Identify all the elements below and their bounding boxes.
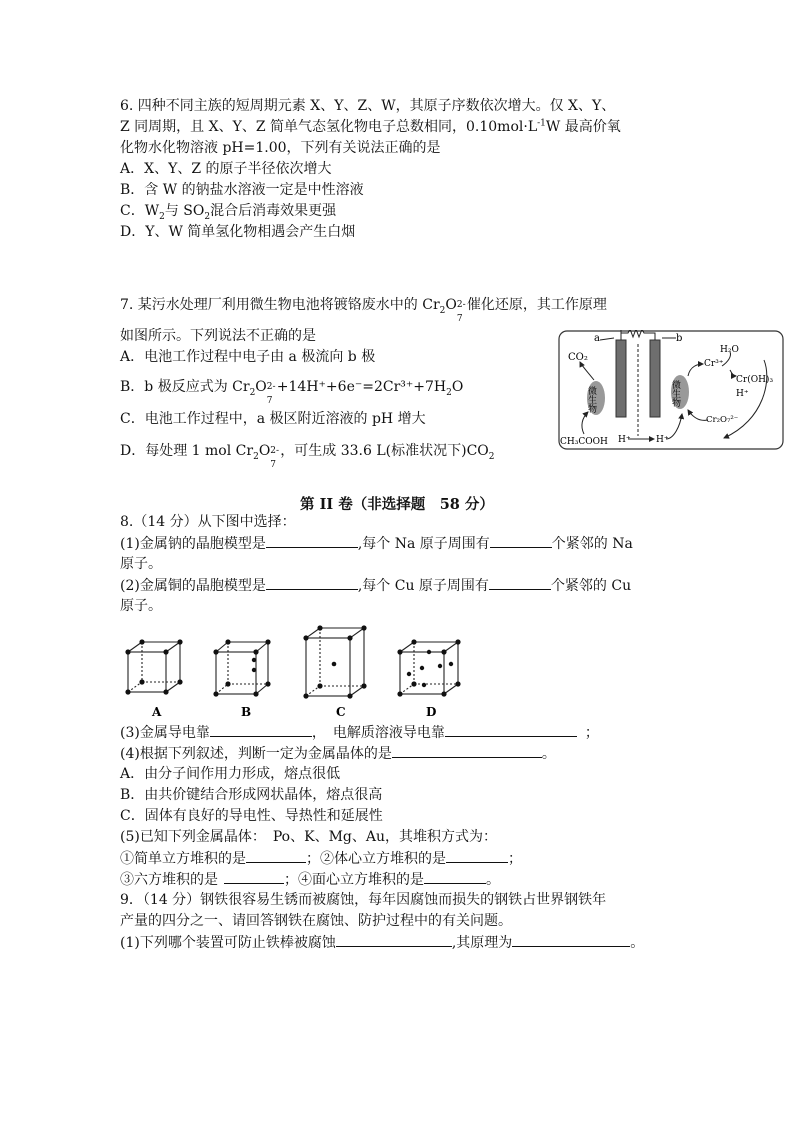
label-b: b xyxy=(676,333,683,344)
croh3-label: Cr(OH)₃ xyxy=(736,375,774,385)
answer-blank[interactable] xyxy=(392,743,542,758)
answer-blank[interactable] xyxy=(489,575,551,590)
q8-part1: (1)金属钠的晶胞模型是 ,每个 Na 原子周围有 个紧邻的 Na xyxy=(120,533,633,554)
answer-blank[interactable] xyxy=(490,533,552,548)
label-a: a xyxy=(594,333,600,344)
hplus-mid: H⁺ xyxy=(618,435,631,445)
answer-blank[interactable] xyxy=(424,869,486,884)
q7-option-c: C．电池工作过程中，a 极区附近溶液的 pH 增大 xyxy=(120,411,426,427)
cube-d xyxy=(397,639,460,696)
answer-blank[interactable] xyxy=(446,848,508,863)
electrode-a xyxy=(616,340,626,417)
cube-b xyxy=(213,639,270,696)
q7-option-b: B．b 极反应式为 $Cr_2O$ 2- 7 $+14H^++6e^-=2Cr^{3+}+7H_2O$ xyxy=(120,379,464,406)
q9-stem-line2: 产量的四分之一、请回答钢铁在腐蚀、防护过程中的有关问题。 xyxy=(120,913,512,929)
q8-part5-line1: ①简单立方堆积的是 ；②体心立方堆积的是 ； xyxy=(120,848,522,869)
q8-stem: 8.（14 分）从下图中选择： xyxy=(120,514,296,530)
cube-label-d: D xyxy=(426,705,437,719)
q8-part5: (5)已知下列金属晶体： Po、K、Mg、Au，其堆积方式为： xyxy=(120,829,497,845)
answer-blank[interactable] xyxy=(445,722,577,737)
h2o-label: H₂O xyxy=(720,345,739,355)
cube-c xyxy=(303,625,366,698)
q8-part1-cont: 原子。 xyxy=(120,556,162,572)
cube-a xyxy=(125,639,182,694)
answer-blank[interactable] xyxy=(266,533,358,548)
q6-stem-line3: 化物水化物溶液 pH=1.00，下列有关说法正确的是 xyxy=(120,140,441,156)
answer-blank[interactable] xyxy=(336,932,452,947)
answer-blank[interactable] xyxy=(512,932,630,947)
q7-stem-line1: 7. 某污水处理厂利用微生物电池将镀铬废水中的 $Cr_2O$ 2- 7 催化还原，其工作原理 xyxy=(120,297,607,324)
q6-option-b: B．含 W 的钠盐水溶液一定是中性溶液 xyxy=(120,182,364,198)
q7-option-a: A．电池工作过程中电子由 a 极流向 b 极 xyxy=(120,349,376,365)
section-title: 第 II 卷（非选择题 58 分） xyxy=(300,496,494,513)
q6-option-d: D．Y、W 简单氢化物相遇会产生白烟 xyxy=(120,224,356,240)
q9-part1: (1)下列哪个装置可防止铁棒被腐蚀 ,其原理为 。 xyxy=(120,932,644,953)
q7-option-d: D．每处理 1 mol $Cr_2O$ 2- 7 ，可生成 33.6 L(标准状况下)$CO_2$ xyxy=(120,443,495,470)
hplus-right: H⁺ xyxy=(736,389,749,399)
unit-cell-figures xyxy=(118,622,478,722)
cube-label-a: A xyxy=(152,705,162,719)
q6-stem-line1: 6. 四种不同主族的短周期元素 X、Y、Z、W，其原子序数依次增大。仅 X、Y、 xyxy=(120,98,616,114)
q8-option-c: C．固体有良好的导电性、导热性和延展性 xyxy=(120,808,383,824)
q8-option-b: B．由共价键结合形成网状晶体，熔点很高 xyxy=(120,787,383,803)
q8-part3: (3)金属导电靠 ， 电解质溶液导电靠 ； xyxy=(120,722,599,743)
q8-option-a: A．由分子间作用力形成，熔点很低 xyxy=(120,766,341,782)
cr3-label: Cr³⁺ xyxy=(704,359,724,369)
electrode-b xyxy=(650,340,660,417)
answer-blank[interactable] xyxy=(210,722,312,737)
q8-part4: (4)根据下列叙述，判断一定为金属晶体的是 。 xyxy=(120,743,556,764)
fuel-cell-diagram xyxy=(558,330,784,450)
q6-option-c: C．$W_2$与 $SO_2$混合后消毒效果更强 xyxy=(120,203,337,222)
microbe-left-label: 微生物 xyxy=(586,386,596,413)
answer-blank[interactable] xyxy=(224,869,284,884)
cr2o7-label: Cr₂O₇²⁻ xyxy=(706,415,739,425)
q8-part2-cont: 原子。 xyxy=(120,598,162,614)
q6-stem-line2: Z 同周期，且 X、Y、Z 简单气态氢化物电子总数相同，$0.10mol\cdot L^{-1}W$ 最高价氧 xyxy=(120,118,621,135)
q9-stem-line1: 9．（14 分）钢铁很容易生锈而被腐蚀，每年因腐蚀而损失的钢铁占世界钢铁年 xyxy=(120,892,607,908)
ch3cooh-label: CH₃COOH xyxy=(560,437,608,447)
answer-blank[interactable] xyxy=(266,575,358,590)
cube-label-c: C xyxy=(336,705,346,719)
cube-label-b: B xyxy=(241,705,252,719)
q8-part2: (2)金属铜的晶胞模型是 ,每个 Cu 原子周围有 个紧邻的 Cu xyxy=(120,575,631,596)
q6-option-a: A．X、Y、Z 的原子半径依次增大 xyxy=(120,161,332,177)
hplus-bottom: H⁺ xyxy=(656,435,669,445)
q7-stem-line2: 如图所示。下列说法不正确的是 xyxy=(120,328,316,344)
microbe-right-label: 微生物 xyxy=(670,380,680,407)
answer-blank[interactable] xyxy=(246,848,306,863)
q8-part5-line2: ③六方堆积的是 ；④面心立方堆积的是 。 xyxy=(120,869,500,890)
co2-label: CO₂ xyxy=(568,352,588,363)
